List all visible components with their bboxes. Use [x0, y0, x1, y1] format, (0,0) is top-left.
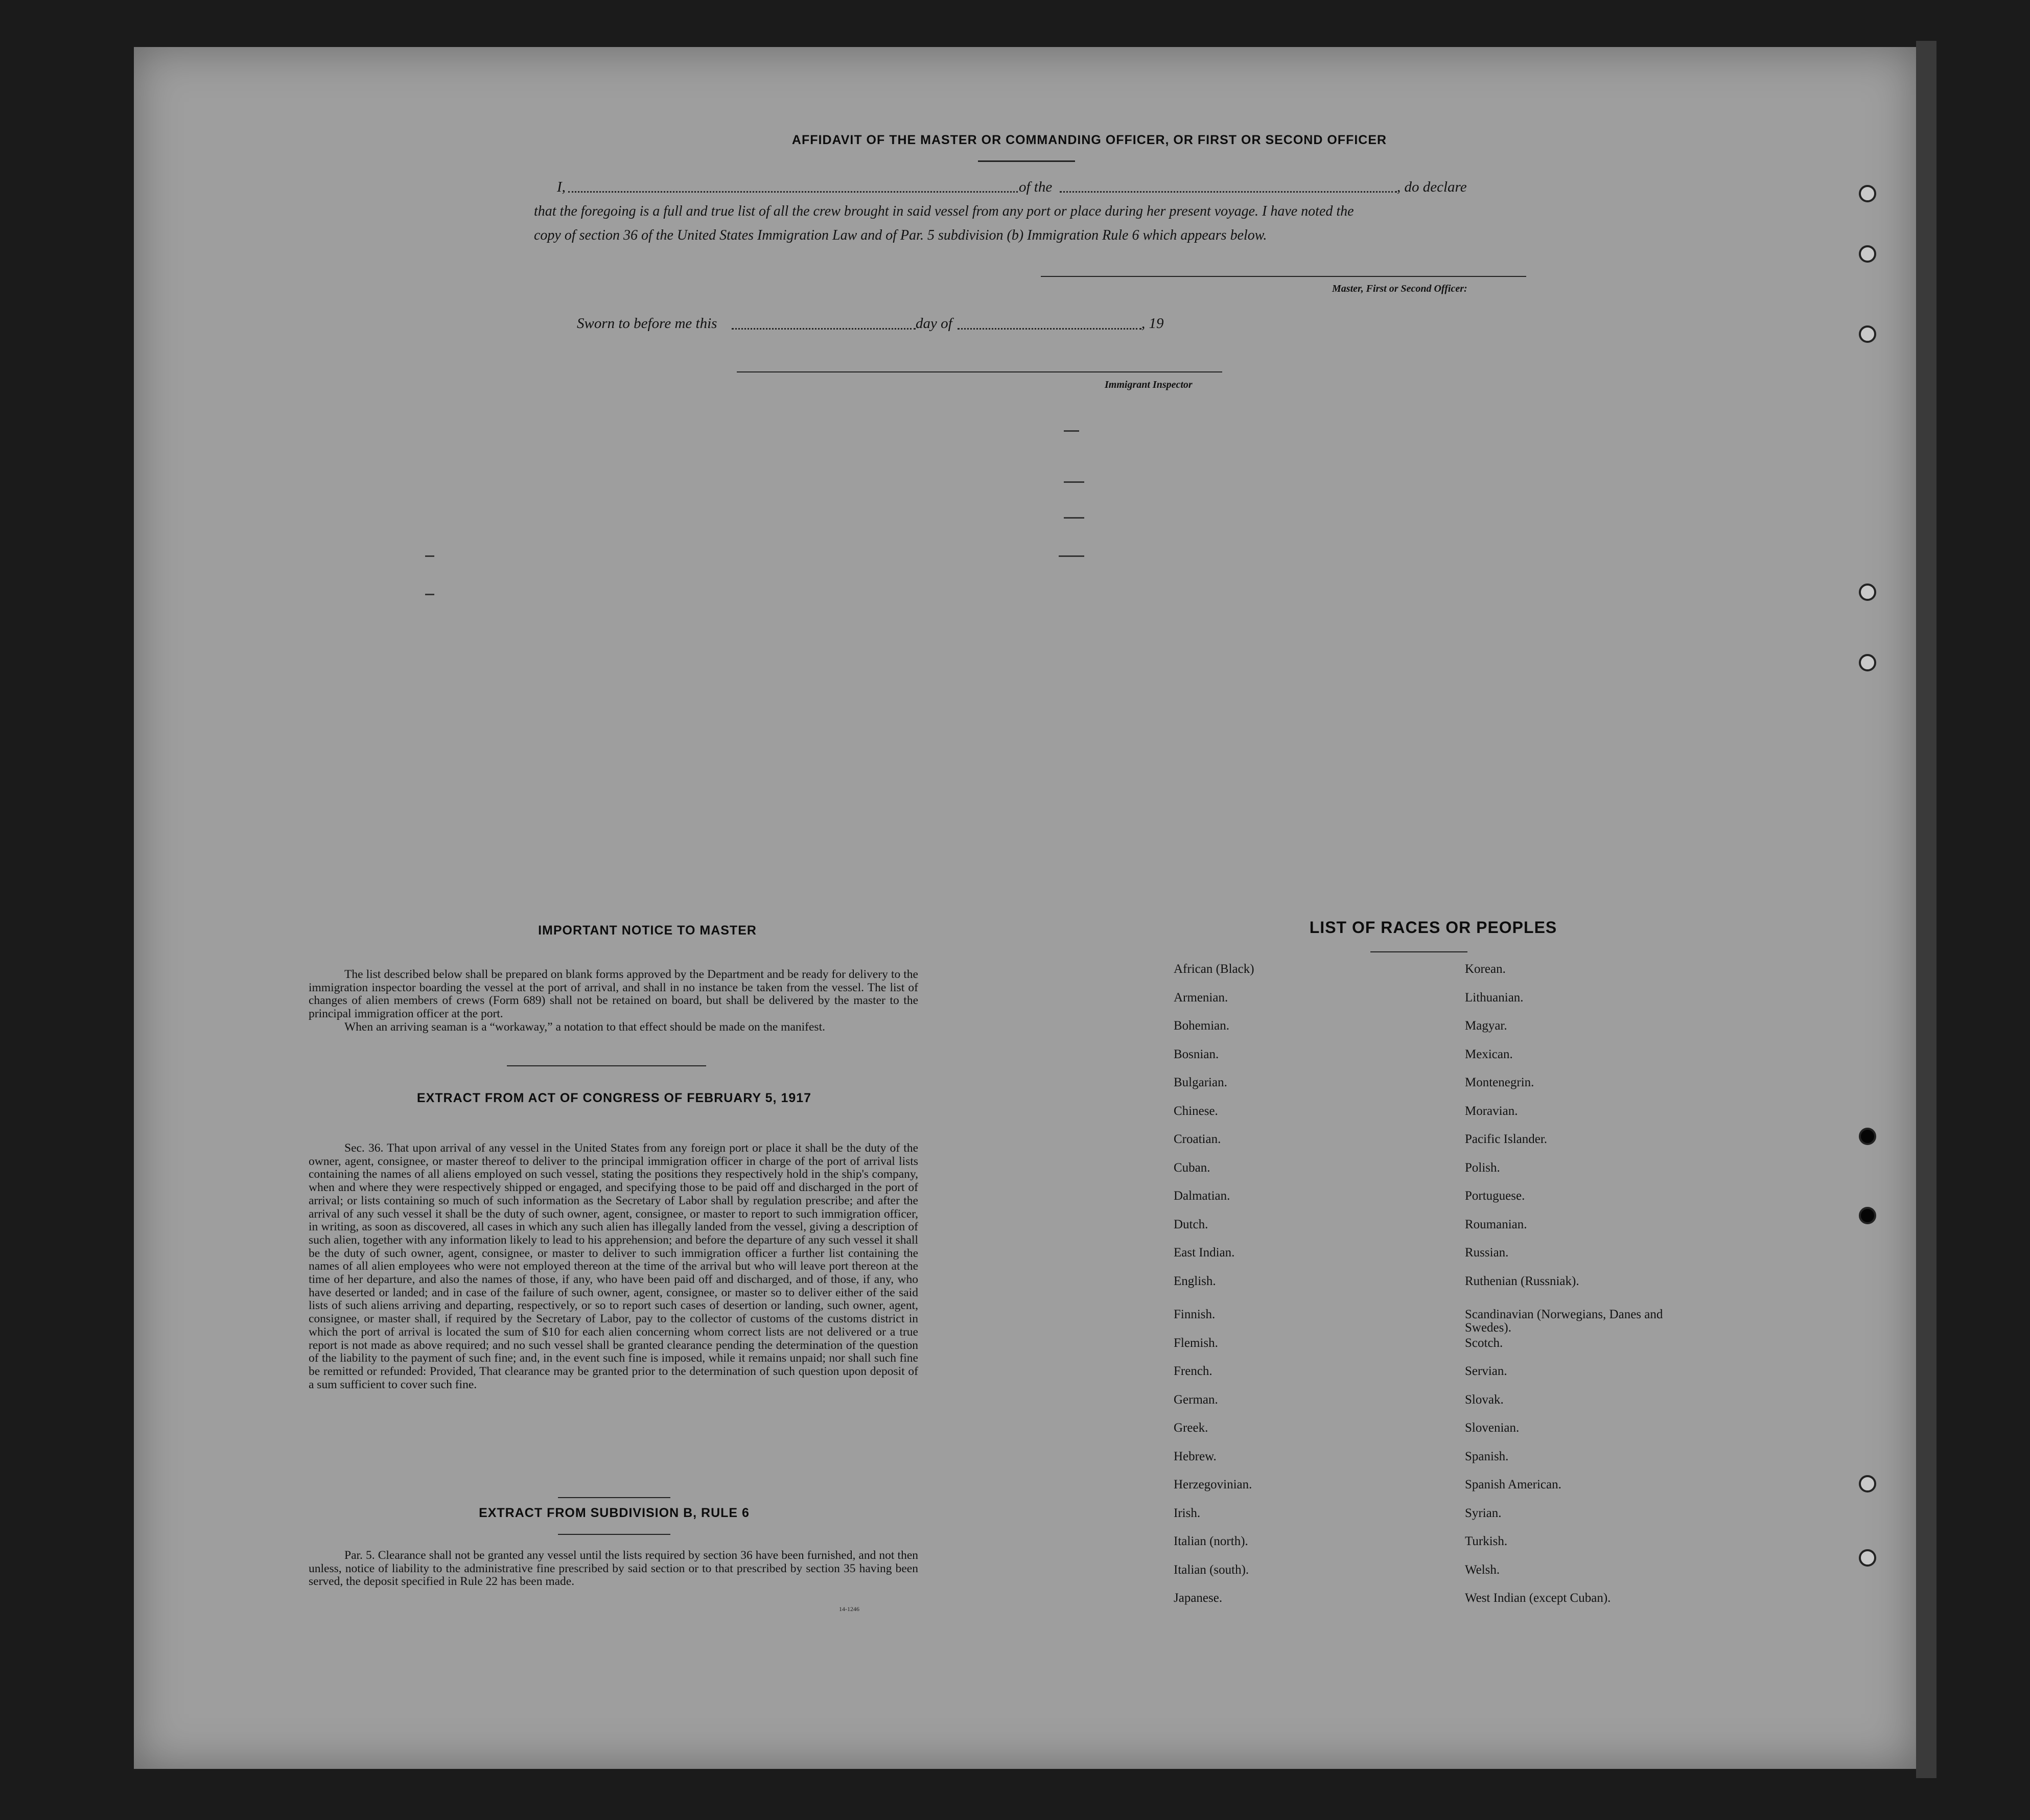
stray-mark [1064, 481, 1084, 483]
race-item: Japanese. [1174, 1591, 1223, 1605]
affidavit-declare: , do declare [1397, 179, 1467, 195]
stray-mark [1064, 430, 1079, 432]
race-item: Mexican. [1465, 1047, 1513, 1061]
race-item: Bohemian. [1174, 1019, 1230, 1033]
inspector-label: Immigrant Inspector [1105, 379, 1193, 390]
race-item: Italian (south). [1174, 1562, 1249, 1577]
punch-hole [1859, 1475, 1876, 1492]
race-item: Magyar. [1465, 1019, 1507, 1033]
punch-hole [1859, 584, 1876, 601]
notice-paragraph-1: The list described below shall be prepared on blank forms approved by the Department and be ready for delivery to the immigration inspector boarding the vessel at the port of arrival, and shall in no instance be taken from the vessel. The list of changes of alien members of crews (Form 689) shall not be retained on board, but shall be delivered by the master to the principal immigration officer at the port. [309, 968, 918, 1021]
race-item: Moravian. [1465, 1104, 1518, 1118]
year-text: , 19 [1141, 315, 1164, 332]
form-page [134, 47, 1916, 1769]
rule-top-rule [558, 1497, 670, 1498]
form-number: 14-1246 [839, 1605, 859, 1613]
race-item: Welsh. [1465, 1562, 1500, 1577]
race-item: Russian. [1465, 1246, 1509, 1259]
race-item: Bulgarian. [1174, 1076, 1227, 1089]
inspector-signature-line[interactable] [737, 371, 1222, 372]
race-item: Greek. [1174, 1421, 1208, 1435]
race-item: Cuban. [1174, 1160, 1210, 1175]
race-item: Pacific Islander. [1465, 1132, 1548, 1146]
race-item: French. [1174, 1364, 1212, 1378]
sworn-day-line[interactable] [732, 328, 916, 330]
race-item: West Indian (except Cuban). [1465, 1591, 1611, 1605]
race-item: German. [1174, 1392, 1218, 1407]
affidavit-i: I, [557, 179, 566, 195]
race-item: Scotch. [1465, 1336, 1503, 1350]
race-item: East Indian. [1174, 1246, 1235, 1259]
master-label: Master, First or Second Officer: [1332, 283, 1467, 294]
rule-paragraph: Par. 5. Clearance shall not be granted any vessel until the lists required by section 36 have been furnished, and not then unless, notice of liability to the administrative fine prescribed by said section or to that prescribed by section 35 having been served, the deposit specified in Rule 22 has been made. [309, 1549, 918, 1589]
sworn-month-line[interactable] [958, 328, 1141, 330]
affidavit-line-3: copy of section 36 of the United States Immigration Law and of Par. 5 subdivision (b) Immigration Rule 6 which appears below. [534, 227, 1267, 243]
vessel-name-line[interactable] [1060, 191, 1397, 193]
race-item: Montenegrin. [1465, 1076, 1534, 1089]
race-item: Dalmatian. [1174, 1189, 1230, 1203]
master-signature-line[interactable] [1041, 276, 1526, 277]
race-item: Italian (north). [1174, 1534, 1248, 1548]
race-item: Slovenian. [1465, 1421, 1520, 1435]
race-item: Slovak. [1465, 1392, 1504, 1407]
race-item: Turkish. [1465, 1534, 1508, 1548]
punch-hole [1859, 1549, 1876, 1567]
day-of-text: day of [916, 315, 952, 332]
act-paragraph: Sec. 36. That upon arrival of any vessel in the United States from any foreign port or place it shall be the duty of the owner, agent, consignee, or master thereof to deliver to the principal immigration officer in charge of the port of arrival lists containing the names of all aliens employed on such vessel, stating the positions they respectively hold in the ship's company, when and where they were respectively shipped or engaged, and specifying those to be paid off and discharged in the port of arrival; or lists containing so much of such information as the Secretary of Labor shall by regulation prescribe; and after the arrival of any such vessel it shall be the duty of such owner, agent, consignee, or master to report to such immigration officer, in writing, as soon as discovered, all cases in which any such alien has illegally landed from the vessel, giving a description of such alien, together with any information likely to lead to his apprehension; and before the departure of any such vessel it shall be the duty of such owner, agent, consignee, or master to deliver to such immigration officer a further list containing the names of all alien employees who were not employed thereon at the time of the arrival but who will leave port thereon at the time of her departure, and also the names of those, if any, who have been paid off and discharged, and of those, if any, who have deserted or landed; and in case of the failure of such owner, agent, consignee, or master so to deliver either of the said lists of such aliens arriving and departing, respectively, or so to report such cases of desertion or landing, such owner, agent, consignee, or master shall, if required by the Secretary of Labor, pay to the collector of customs of the customs district in which the port of arrival is located the sum of $10 for each alien concerning whom correct lists are not delivered or a true report is not made as above required; and no such vessel shall be granted clearance pending the determination of the question of the liability to the payment of such fine; and, in the event such fine is imposed, while it remains unpaid; nor shall such fine be remitted or refunded: Provided, That clearance may be granted prior to the determination of such question upon deposit of a sum sufficient to cover such fine. [309, 1141, 918, 1391]
race-item: Flemish. [1174, 1336, 1218, 1350]
race-item: Finnish. [1174, 1308, 1216, 1321]
punch-hole [1859, 1128, 1876, 1145]
punch-hole [1859, 185, 1876, 202]
rule-title: EXTRACT FROM SUBDIVISION B, RULE 6 [479, 1506, 750, 1520]
stray-mark [425, 594, 434, 595]
act-text [309, 1142, 918, 1391]
stray-mark [425, 555, 434, 557]
act-title: EXTRACT FROM ACT OF CONGRESS OF FEBRUARY 5, 1917 [416, 1091, 812, 1105]
notice-text [309, 968, 918, 1034]
races-title-rule [1370, 951, 1467, 952]
affidavit-line-2: that the foregoing is a full and true list of all the crew brought in said vessel from any port or place during her present voyage. I have noted the [534, 203, 1354, 219]
affidavit-title: AFFIDAVIT OF THE MASTER OR COMMANDING OFFICER, OR FIRST OR SECOND OFFICER [791, 133, 1387, 147]
rule-bottom-rule [558, 1534, 670, 1535]
race-item: Bosnian. [1174, 1047, 1219, 1061]
notice-rule [507, 1065, 706, 1066]
race-item: Roumanian. [1465, 1217, 1527, 1231]
race-item: Croatian. [1174, 1132, 1221, 1146]
race-item: English. [1174, 1274, 1216, 1288]
race-item: Chinese. [1174, 1104, 1218, 1118]
stray-mark [1059, 555, 1084, 557]
race-item: Lithuanian. [1465, 990, 1524, 1005]
affidavit-of-the: of the [1019, 179, 1053, 195]
race-item: Polish. [1465, 1160, 1500, 1175]
page-edge [1916, 41, 1936, 1778]
race-item: Armenian. [1174, 990, 1228, 1005]
race-item: Spanish. [1465, 1449, 1509, 1463]
race-item: Scandinavian (Norwegians, Danes and Swedes). [1465, 1308, 1663, 1335]
race-item: Herzegovinian. [1174, 1478, 1252, 1491]
race-item: Syrian. [1465, 1506, 1502, 1520]
rule-text [309, 1549, 918, 1589]
punch-hole [1859, 325, 1876, 343]
race-item: Irish. [1174, 1506, 1201, 1520]
punch-hole [1859, 1207, 1876, 1224]
stray-mark [1064, 517, 1084, 519]
sworn-text: Sworn to before me this [577, 315, 717, 332]
notice-title: IMPORTANT NOTICE TO MASTER [538, 923, 757, 938]
race-item: Portuguese. [1465, 1189, 1525, 1203]
race-item: Servian. [1465, 1364, 1507, 1378]
race-item: African (Black) [1174, 962, 1254, 976]
punch-hole [1859, 245, 1876, 263]
race-item: Dutch. [1174, 1217, 1208, 1231]
notice-paragraph-2: When an arriving seaman is a “workaway,” a notation to that effect should be made on the manifest. [344, 1020, 825, 1034]
race-item: Ruthenian (Russniak). [1465, 1274, 1579, 1288]
master-name-line[interactable] [568, 191, 1018, 193]
race-item: Hebrew. [1174, 1449, 1217, 1463]
affidavit-title-rule [978, 160, 1075, 162]
race-item: Spanish American. [1465, 1478, 1561, 1491]
race-item: Korean. [1465, 962, 1506, 976]
punch-hole [1859, 654, 1876, 671]
races-title: LIST OF RACES OR PEOPLES [1309, 918, 1557, 937]
